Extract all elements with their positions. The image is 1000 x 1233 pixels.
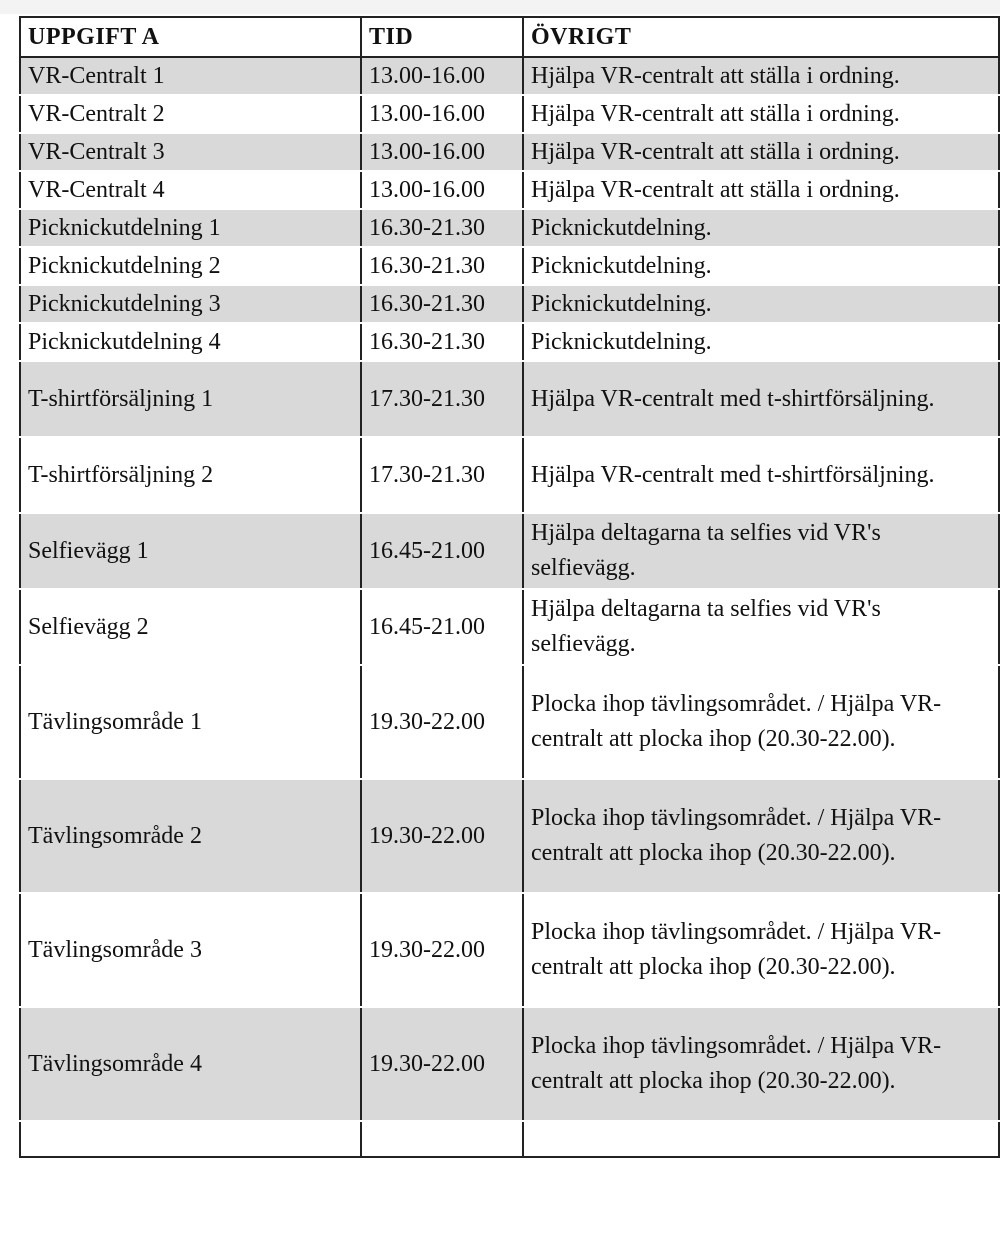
header-time: TID [361,17,523,57]
schedule-table [19,16,1000,1158]
table-row [20,209,1000,247]
header-notes: ÖVRIGT [523,17,999,57]
table-row [20,57,1000,95]
table-row [20,589,1000,665]
empty-table-row [20,1121,1000,1157]
time-cell: 19.30-22.00 [361,779,523,893]
time-cell: 16.30-21.30 [361,209,523,247]
task-cell: VR-Centralt 2 [20,95,361,133]
time-cell: 13.00-16.00 [361,133,523,171]
table-row [20,1007,1000,1121]
time-cell: 13.00-16.00 [361,95,523,133]
note-cell: Plocka ihop tävlingsområdet. / Hjälpa VR-centralt att plocka ihop (20.30-22.00). [523,779,999,893]
table-row [20,247,1000,285]
time-cell: 16.30-21.30 [361,247,523,285]
time-cell: 19.30-22.00 [361,893,523,1007]
table-row [20,665,1000,779]
task-cell: VR-Centralt 1 [20,57,361,95]
empty-cell [20,1121,361,1157]
time-cell: 13.00-16.00 [361,171,523,209]
table-row [20,779,1000,893]
time-cell: 13.00-16.00 [361,57,523,95]
header-task: UPPGIFT A [20,17,361,57]
note-cell: Hjälpa VR-centralt att ställa i ordning. [523,133,999,171]
note-cell: Hjälpa deltagarna ta selfies vid VR's selfievägg. [523,513,999,589]
note-cell: Plocka ihop tävlingsområdet. / Hjälpa VR-centralt att plocka ihop (20.30-22.00). [523,1007,999,1121]
time-cell: 17.30-21.30 [361,437,523,513]
time-cell: 16.30-21.30 [361,285,523,323]
note-cell: Plocka ihop tävlingsområdet. / Hjälpa VR-centralt att plocka ihop (20.30-22.00). [523,665,999,779]
task-cell: Picknickutdelning 2 [20,247,361,285]
task-cell: VR-Centralt 3 [20,133,361,171]
table-row [20,513,1000,589]
note-cell: Hjälpa VR-centralt med t-shirtförsäljning. [523,361,999,437]
note-cell: Picknickutdelning. [523,247,999,285]
time-cell: 16.30-21.30 [361,323,523,361]
table-row [20,171,1000,209]
time-cell: 16.45-21.00 [361,589,523,665]
note-cell: Picknickutdelning. [523,323,999,361]
table-row [20,437,1000,513]
task-cell: Picknickutdelning 4 [20,323,361,361]
note-cell: Hjälpa VR-centralt med t-shirtförsäljning. [523,437,999,513]
note-cell: Hjälpa VR-centralt att ställa i ordning. [523,171,999,209]
time-cell: 19.30-22.00 [361,665,523,779]
task-cell: Tävlingsområde 3 [20,893,361,1007]
empty-cell [523,1121,999,1157]
note-cell: Hjälpa VR-centralt att ställa i ordning. [523,95,999,133]
header-row [20,17,1000,57]
time-cell: 17.30-21.30 [361,361,523,437]
table-row [20,323,1000,361]
table-row [20,893,1000,1007]
task-cell: Tävlingsområde 1 [20,665,361,779]
note-cell: Plocka ihop tävlingsområdet. / Hjälpa VR-centralt att plocka ihop (20.30-22.00). [523,893,999,1007]
top-strip [0,0,1000,14]
time-cell: 16.45-21.00 [361,513,523,589]
note-cell: Picknickutdelning. [523,285,999,323]
note-cell: Picknickutdelning. [523,209,999,247]
task-cell: T-shirtförsäljning 1 [20,361,361,437]
table-row [20,133,1000,171]
table-row [20,95,1000,133]
note-cell: Hjälpa deltagarna ta selfies vid VR's selfievägg. [523,589,999,665]
task-cell: T-shirtförsäljning 2 [20,437,361,513]
task-cell: VR-Centralt 4 [20,171,361,209]
task-cell: Tävlingsområde 4 [20,1007,361,1121]
task-cell: Selfievägg 2 [20,589,361,665]
empty-cell [361,1121,523,1157]
note-cell: Hjälpa VR-centralt att ställa i ordning. [523,57,999,95]
table-row [20,285,1000,323]
time-cell: 19.30-22.00 [361,1007,523,1121]
table-row [20,361,1000,437]
task-cell: Tävlingsområde 2 [20,779,361,893]
task-cell: Picknickutdelning 3 [20,285,361,323]
task-cell: Selfievägg 1 [20,513,361,589]
task-cell: Picknickutdelning 1 [20,209,361,247]
